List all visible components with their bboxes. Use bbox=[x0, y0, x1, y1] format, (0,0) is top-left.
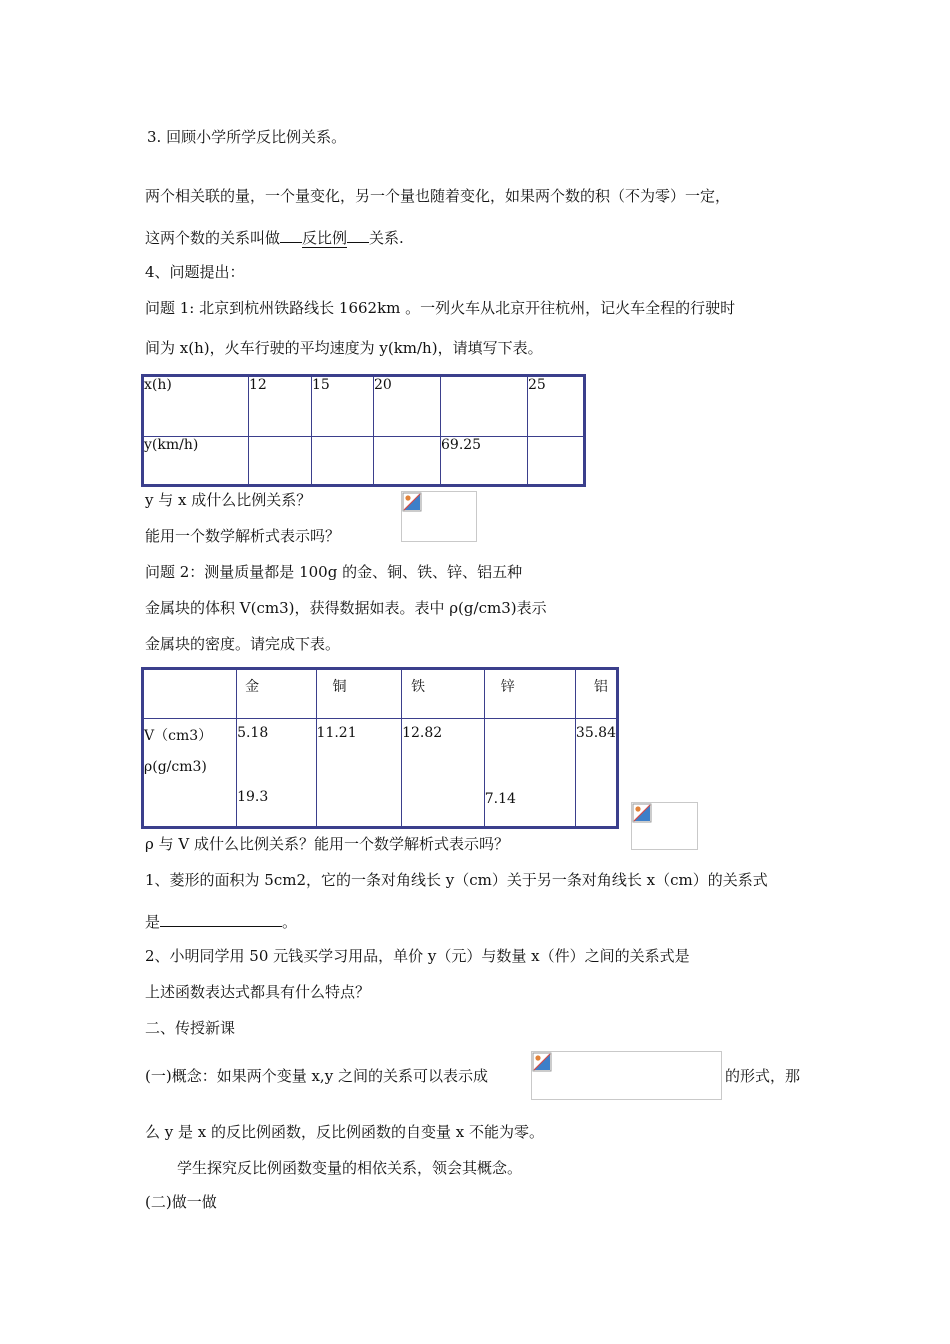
speed-time-table bbox=[141, 374, 586, 487]
metal-density-table bbox=[141, 667, 619, 829]
broken-image-icon bbox=[532, 1052, 552, 1072]
image-placeholder bbox=[401, 491, 477, 542]
table-cell bbox=[237, 719, 316, 828]
table-cell: 12 bbox=[249, 376, 312, 437]
table-cell bbox=[143, 719, 237, 828]
table-header-cell: 铁 bbox=[402, 669, 485, 719]
formula-image-placeholder bbox=[531, 1051, 722, 1100]
paragraph-line: 学生探究反比例函数变量的相依关系，领会其概念。 bbox=[177, 1159, 523, 1177]
cell-value: 5.18 bbox=[237, 725, 269, 741]
exercise-1-line bbox=[145, 910, 297, 932]
cell-value: 35.84 bbox=[575, 725, 616, 741]
table-cell: y(km/h) bbox=[143, 437, 249, 486]
item-3-heading: 3. 回顾小学所学反比例关系。 bbox=[147, 128, 347, 146]
image-placeholder bbox=[631, 802, 698, 850]
table-header-cell: 金 bbox=[237, 669, 316, 719]
question-line: 上述函数表达式都具有什么特点？ bbox=[145, 983, 371, 1001]
cell-value: 7.14 bbox=[484, 791, 516, 807]
broken-image-icon bbox=[632, 803, 652, 823]
question-line: ρ 与 V 成什么比例关系？能用一个数学解析式表示吗？ bbox=[145, 835, 509, 853]
table-cell: x(h) bbox=[143, 376, 249, 437]
section-heading: (二)做一做 bbox=[145, 1193, 217, 1211]
sentence-text: 是 bbox=[145, 913, 161, 931]
blank-line bbox=[347, 226, 369, 243]
table-cell bbox=[316, 719, 402, 828]
broken-image-icon bbox=[402, 492, 422, 512]
table-header-cell: 铝 bbox=[575, 669, 617, 719]
paragraph-line bbox=[145, 226, 404, 248]
cell-value: 12.82 bbox=[402, 725, 443, 741]
table-cell bbox=[249, 437, 312, 486]
table-cell: 15 bbox=[312, 376, 374, 437]
question-line: y 与 x 成什么比例关系？ bbox=[145, 491, 312, 509]
row-label-rho: ρ(g/cm3) bbox=[144, 759, 207, 775]
blank-line bbox=[280, 226, 302, 243]
concept-line: (一)概念：如果两个变量 x,y 之间的关系可以表示成 bbox=[145, 1067, 488, 1085]
cell-value bbox=[485, 725, 575, 745]
sentence-text: 。 bbox=[282, 913, 298, 931]
table-cell: 69.25 bbox=[441, 437, 528, 486]
table-cell bbox=[441, 376, 528, 437]
table-cell bbox=[312, 437, 374, 486]
concept-line: 么 y 是 x 的反比例函数，反比例函数的自变量 x 不能为零。 bbox=[145, 1123, 545, 1141]
table-cell bbox=[402, 719, 485, 828]
problem-1-line: 间为 x(h)，火车行驶的平均速度为 y(km/h)，请填写下表。 bbox=[145, 339, 543, 357]
problem-2-line: 金属块的体积 V(cm3)，获得数据如表。表中 ρ(g/cm3)表示 bbox=[145, 599, 547, 617]
problem-2-line: 问题 2：测量质量都是 100g 的金、铜、铁、锌、铝五种 bbox=[145, 563, 523, 581]
table-row bbox=[143, 437, 585, 486]
section-heading: 二、传授新课 bbox=[145, 1019, 236, 1037]
sentence-text: 这两个数的关系叫做 bbox=[145, 229, 281, 247]
paragraph-line: 两个相关联的量，一个量变化，另一个量也随着变化，如果两个数的积（不为零）一定， bbox=[145, 187, 731, 205]
problem-1-line: 问题 1: 北京到杭州铁路线长 1662km 。一列火车从北京开往杭州，记火车全程的行驶时 bbox=[145, 299, 736, 317]
table-cell: 25 bbox=[528, 376, 585, 437]
table-header-cell bbox=[143, 669, 237, 719]
exercise-2-line: 2、小明同学用 50 元钱买学习用品，单价 y（元）与数量 x（件）之间的关系式是 bbox=[145, 947, 690, 965]
exercise-1-line: 1、菱形的面积为 5cm2，它的一条对角线长 y（cm）关于另一条对角线长 x（cm）的关系式 bbox=[145, 871, 768, 889]
sentence-text: 关系. bbox=[369, 229, 404, 247]
table-cell bbox=[374, 437, 441, 486]
filled-blank: 反比例 bbox=[302, 229, 348, 247]
table-header-cell: 锌 bbox=[484, 669, 575, 719]
table-row bbox=[143, 719, 618, 828]
table-header-cell: 铜 bbox=[316, 669, 402, 719]
problem-2-line: 金属块的密度。请完成下表。 bbox=[145, 635, 341, 653]
row-label-v: V（cm3） bbox=[144, 728, 213, 744]
table-row bbox=[143, 376, 585, 437]
table-cell: 20 bbox=[374, 376, 441, 437]
question-line: 能用一个数学解析式表示吗？ bbox=[145, 527, 341, 545]
concept-line: 的形式，那 bbox=[725, 1067, 801, 1085]
table-header-row bbox=[143, 669, 618, 719]
blank-line bbox=[160, 910, 282, 927]
table-cell bbox=[575, 719, 617, 828]
cell-value: 11.21 bbox=[316, 725, 357, 741]
table-cell bbox=[528, 437, 585, 486]
cell-value: 19.3 bbox=[237, 789, 269, 805]
section-heading: 4、问题提出： bbox=[145, 263, 245, 281]
table-cell bbox=[484, 719, 575, 828]
